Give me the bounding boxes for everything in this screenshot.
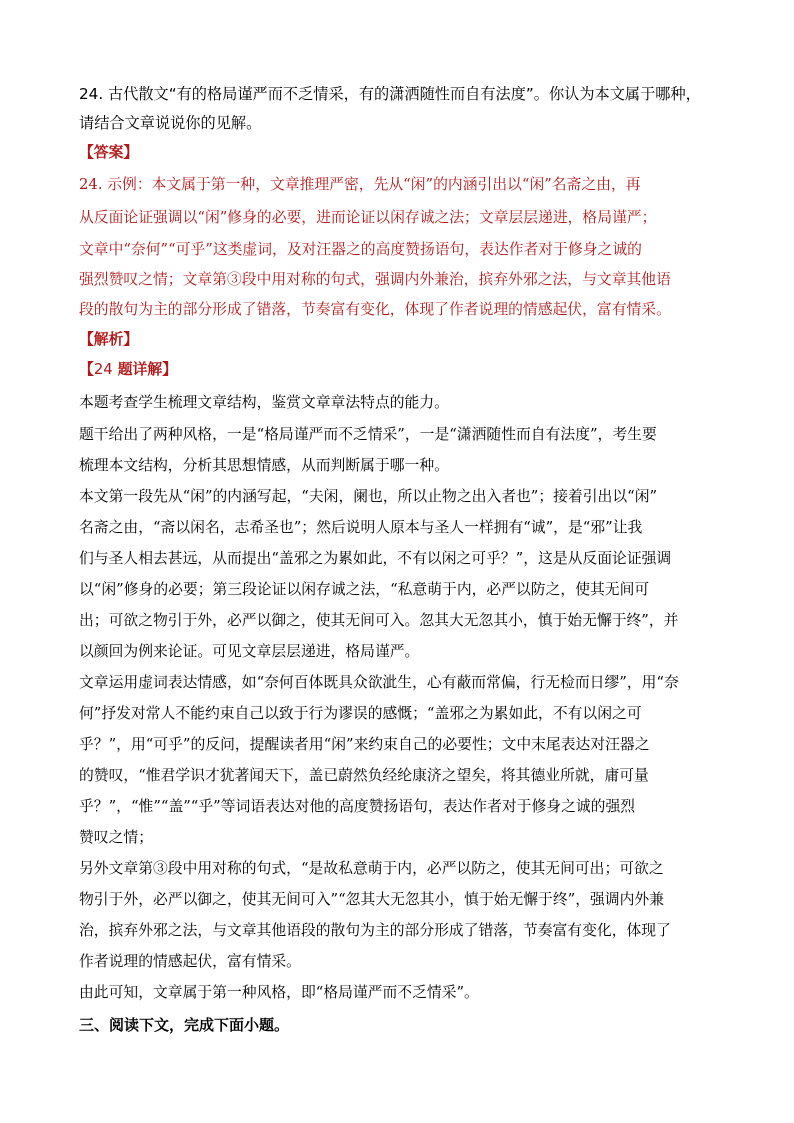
answer-line: 段的散句为主的部分形成了错落，节奏富有变化，体现了作者说理的情感起伏，富有情采。 xyxy=(79,301,671,318)
analysis-line: 以颜回为例来论证。可见文章层层递进，格局谨严。 xyxy=(79,643,420,660)
analysis-line: 名斋之由，“斋以闲名，志希圣也”；然后说明人原本与圣人一样拥有“诚”，是“邪”让我 xyxy=(79,519,643,536)
answer-line: 24. 示例：本文属于第一种，文章推理严密，先从“闲”的内涵引出以“闲”名斋之由，再 xyxy=(79,176,641,193)
question-line-2: 请结合文章说说你的见解。 xyxy=(79,114,262,132)
analysis-line: 本题考查学生梳理文章结构，鉴赏文章章法特点的能力。 xyxy=(79,394,449,411)
analysis-line: 出；可欲之物引于外，必严以御之，使其无间可入。忽其大无忽其小，慎于始无懈于终”，并 xyxy=(79,612,679,629)
answer-line: 强烈赞叹之情；文章第③段中用对称的句式，强调内外兼治，摈弃外邪之法，与文章其他语 xyxy=(79,271,671,288)
analysis-line: 物引于外，必严以御之，使其无间可入”“忽其大无忽其小，慎于始无懈于终”，强调内外兼 xyxy=(79,891,664,908)
analysis-line: 作者说理的情感起伏，富有情采。 xyxy=(79,953,301,970)
analysis-line: 另外文章第③段中用对称的句式，“是故私意萌于内，必严以防之，使其无间可出；可欲之 xyxy=(79,860,664,877)
answer-tag: 【答案】 xyxy=(79,144,139,161)
question-line-1: 24. 古代散文“有的格局谨严而不乏情采，有的潇洒随性而自有法度”。你认为本文属于哪种， xyxy=(79,85,701,103)
detail-tag: 【24 题详解】 xyxy=(79,361,177,378)
analysis-line: 以“闲”修身的必要；第三段论证以闲存诚之法，“私意萌于内，必严以防之，使其无间可 xyxy=(79,581,650,598)
analysis-tag: 【解析】 xyxy=(79,331,139,348)
analysis-line: 乎？”，“惟”“盖”“乎”等词语表达对他的高度赞扬语句，表达作者对于修身之诚的强烈 xyxy=(79,798,636,815)
analysis-line: 的赞叹，“惟君学识才犹著闻天下，盖已蔚然负经纶康济之望矣，将其德业所就，庸可量 xyxy=(79,767,649,784)
answer-line: 文章中“奈何”“可乎”这类虚词，及对汪器之的高度赞扬语句，表达作者对于修身之诚的 xyxy=(79,241,642,258)
analysis-line: 乎？”，用“可乎”的反问，提醒读者用“闲”来约束自己的必要性；文中末尾表达对汪器之 xyxy=(79,736,650,753)
analysis-line: 本文第一段先从“闲”的内涵写起，“夫闲，阑也，所以止物之出入者也”；接着引出以“闲” xyxy=(79,488,658,505)
analysis-line: 文章运用虚词表达情感，如“奈何百体既具众欲泚生，心有蔽而常偏，行无检而日缪”，用“奈 xyxy=(79,674,679,691)
analysis-line: 题干给出了两种风格，一是“格局谨严而不乏情采”，一是“潇洒随性而自有法度”，考生要 xyxy=(79,426,657,443)
section-heading: 三、阅读下文，完成下面小题。 xyxy=(79,1016,290,1034)
answer-line: 从反面论证强调以“闲”修身的必要，进而论证以闲存诚之法；文章层层递进，格局谨严； xyxy=(79,209,657,226)
analysis-line: 何”抒发对常人不能约束自己以致于行为谬误的感慨；“盖邪之为累如此，不有以闲之可 xyxy=(79,705,642,722)
analysis-line: 治，摈弃外邪之法，与文章其他语段的散句为主的部分形成了错落，节奏富有变化，体现了 xyxy=(79,922,671,939)
analysis-line: 们与圣人相去甚远，从而提出“盖邪之为累如此，不有以闲之可乎？”，这是从反面论证强调 xyxy=(79,550,672,567)
analysis-line: 由此可知，文章属于第一种风格，即“格局谨严而不乏情采”。 xyxy=(79,984,479,1001)
analysis-line: 赞叹之情； xyxy=(79,829,153,846)
analysis-line: 梳理本文结构，分析其思想情感，从而判断属于哪一种。 xyxy=(79,457,449,474)
